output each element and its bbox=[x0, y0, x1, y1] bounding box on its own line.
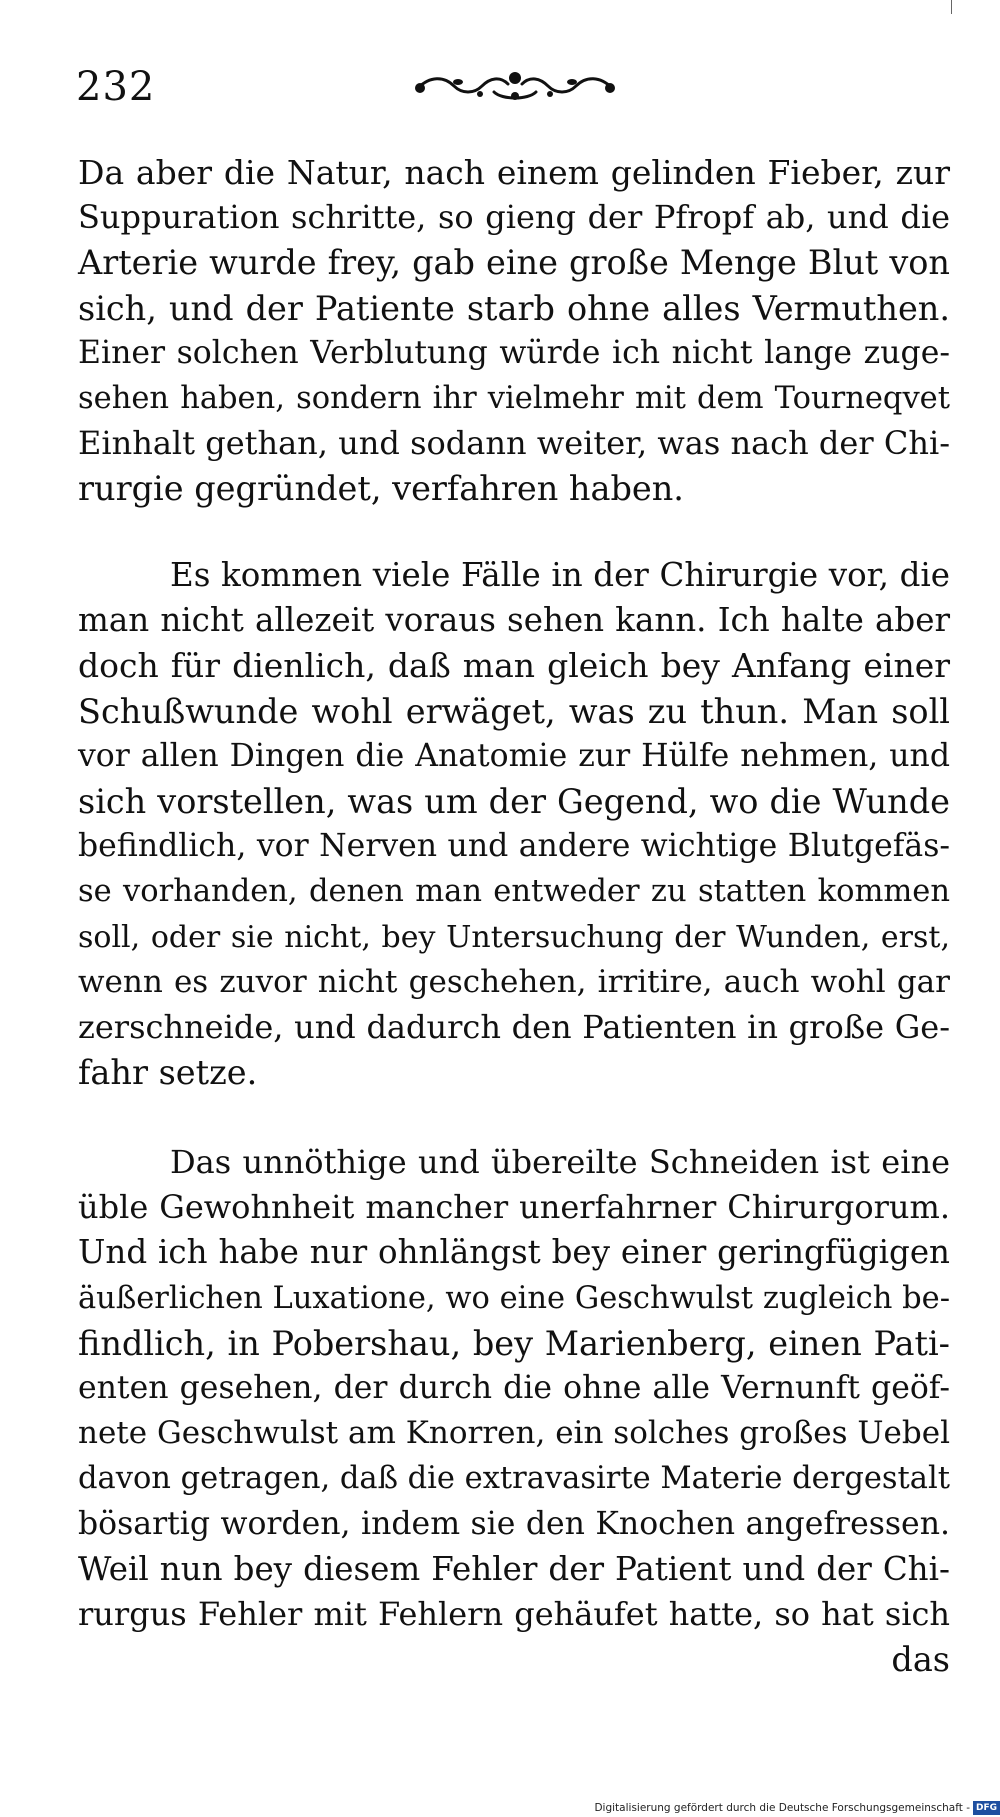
footer-credit-text: Digitalisierung gefördert durch die Deutsche Forschungsgemeinschaft - bbox=[594, 1802, 970, 1814]
header-ornament bbox=[410, 62, 620, 112]
paragraph-2 bbox=[78, 553, 950, 1095]
text-line: üble Gewohnheit mancher unerfahrner Chirurgorum. bbox=[78, 1188, 950, 1227]
text-line: sich vorstellen, was um der Gegend, wo die Wunde bbox=[78, 782, 950, 822]
dfg-logo-badge: DFG bbox=[973, 1801, 1000, 1815]
text-line: befindlich, vor Nerven und andere wichtige Blutgefäs- bbox=[78, 828, 950, 865]
text-line: man nicht allezeit voraus sehen kann. Ich halte aber bbox=[78, 601, 950, 640]
text-line: zerschneide, und dadurch den Patienten in große Ge- bbox=[78, 1008, 950, 1047]
text-line: vor allen Dingen die Anatomie zur Hülfe nehmen, und bbox=[78, 737, 950, 774]
text-line: Weil nun bey diesem Fehler der Patient und der Chi- bbox=[78, 1549, 950, 1588]
text-line: bösartig worden, indem sie den Knochen angefressen. bbox=[78, 1505, 950, 1542]
text-line: Es kommen viele Fälle in der Chirurgie vor, die bbox=[170, 556, 950, 594]
page-edge-line bbox=[951, 0, 952, 14]
text-line: Arterie wurde frey, gab eine große Menge Blut von bbox=[78, 243, 950, 283]
text-line: rurgus Fehler mit Fehlern gehäufet hatte, so hat sich bbox=[78, 1595, 950, 1634]
text-line: sehen haben, sondern ihr vielmehr mit dem Tourneqvet bbox=[78, 381, 950, 417]
page-number: 232 bbox=[76, 64, 156, 110]
text-line: Einhalt gethan, und sodann weiter, was nach der Chi- bbox=[78, 424, 950, 463]
paragraph-1 bbox=[78, 150, 950, 512]
digitization-footer bbox=[594, 1799, 1000, 1817]
text-line: doch für dienlich, daß man gleich bey Anfang einer bbox=[78, 646, 950, 686]
text-line: nete Geschwulst am Knorren, ein solches großes Uebel bbox=[78, 1415, 950, 1452]
text-line: rurgie gegründet, verfahren haben. bbox=[78, 469, 684, 509]
text-line: sich, und der Patiente starb ohne alles Vermuthen. bbox=[78, 288, 950, 328]
text-line: Und ich habe nur ohnlängst bey einer geringfügigen bbox=[78, 1233, 950, 1272]
text-line: äußerlichen Luxatione, wo eine Geschwulst zugleich be- bbox=[78, 1280, 950, 1316]
text-line: Schußwunde wohl erwäget, was zu thun. Man soll bbox=[78, 691, 950, 731]
text-line: davon getragen, daß die extravasirte Materie dergestalt bbox=[78, 1461, 950, 1497]
text-line: enten gesehen, der durch die ohne alle Vernunft geöf- bbox=[78, 1370, 950, 1407]
text-line: Einer solchen Verblutung würde ich nicht lange zuge- bbox=[78, 334, 950, 371]
text-line: findlich, in Pobershau, bey Marienberg, einen Pati- bbox=[78, 1323, 950, 1363]
catchword: das bbox=[891, 1640, 950, 1680]
text-line: Das unnöthige und übereilte Schneiden ist eine bbox=[170, 1143, 950, 1181]
text-line: Suppuration schritte, so gieng der Pfropf ab, und die bbox=[78, 198, 950, 237]
paragraph-3 bbox=[78, 1140, 950, 1682]
text-line: soll, oder sie nicht, bey Untersuchung der Wunden, erst, bbox=[78, 919, 950, 955]
text-line: se vorhanden, denen man entweder zu statten kommen bbox=[78, 874, 950, 910]
text-line: Da aber die Natur, nach einem gelinden Fieber, zur bbox=[78, 153, 950, 192]
text-line: fahr setze. bbox=[78, 1053, 258, 1093]
text-line: wenn es zuvor nicht geschehen, irritire, auch wohl gar bbox=[78, 963, 950, 1000]
